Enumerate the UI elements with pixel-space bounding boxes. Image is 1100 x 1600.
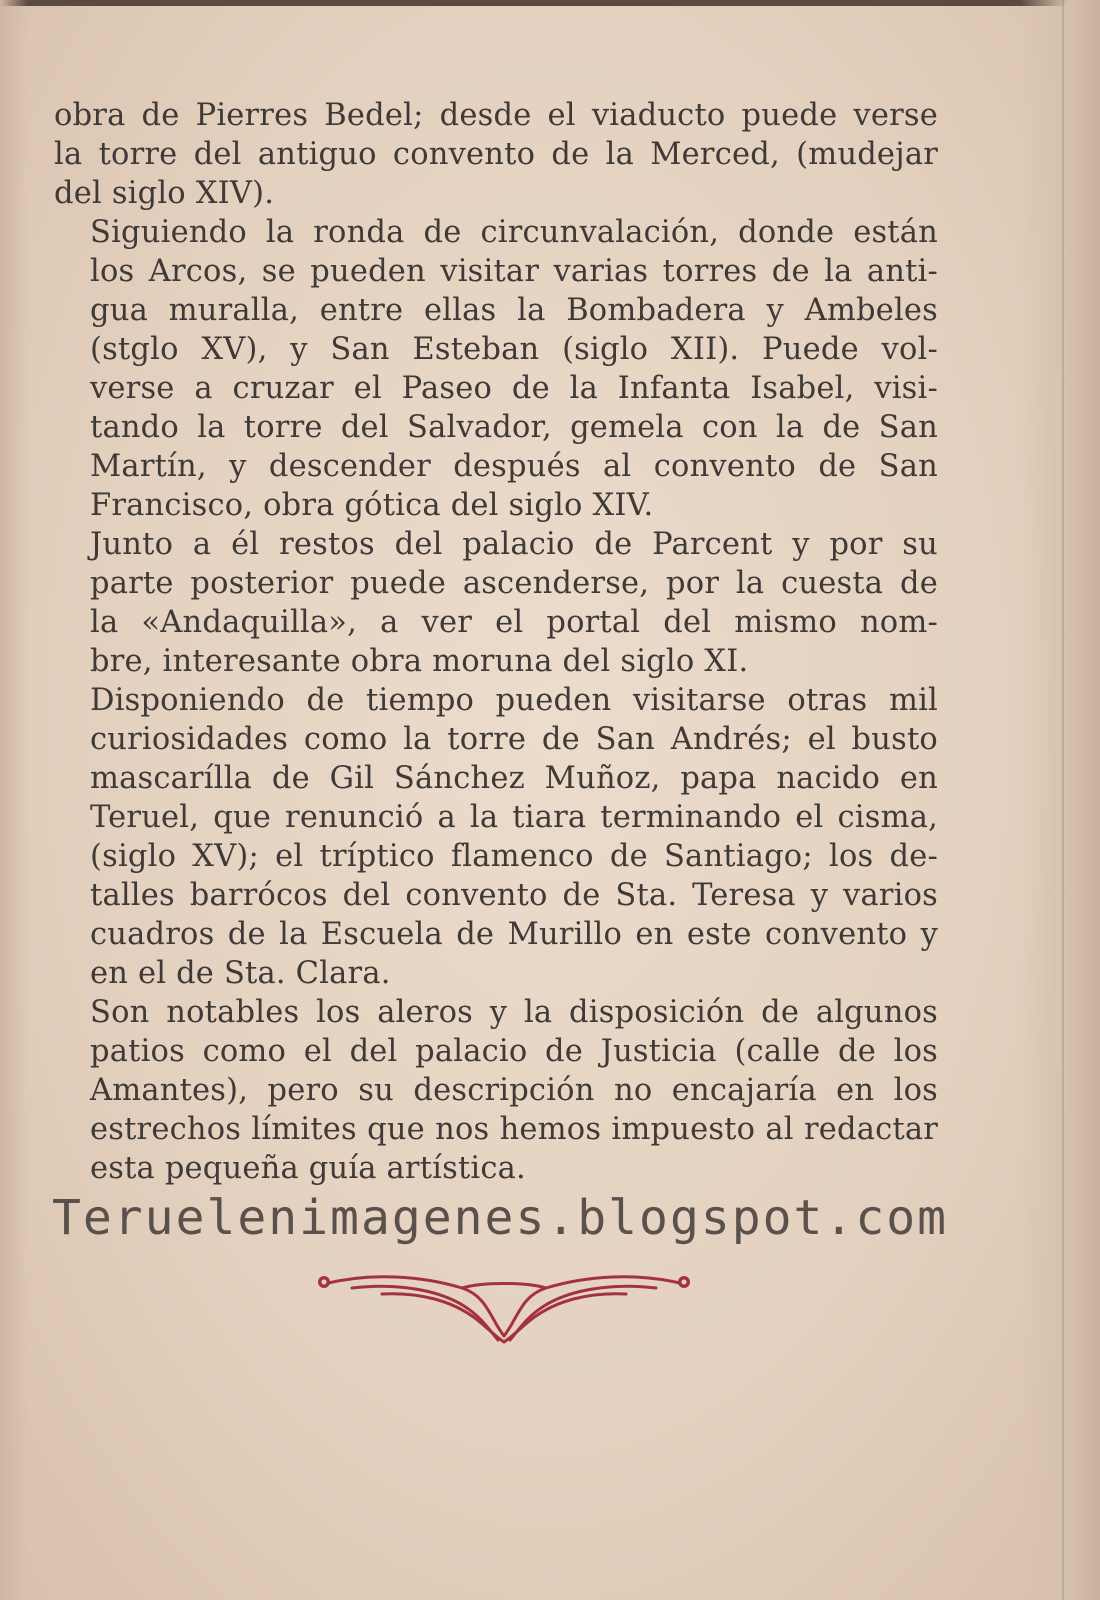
paragraph-5 [54, 993, 938, 1188]
text-line: cuadros de la Escuela de Murillo en este convento y [90, 917, 938, 952]
text-line: Siguiendo la ronda de circunvalación, donde están [90, 215, 938, 250]
text-line: la «Andaquilla», a ver el portal del mismo nom- [90, 605, 938, 640]
text-line: Teruel, que renunció a la tiara terminando el cisma, [90, 800, 938, 835]
text-line: verse a cruzar el Paseo de la Infanta Isabel, visi- [90, 371, 938, 406]
page-top-edge [0, 0, 1100, 6]
text-line: obra de Pierres Bedel; desde el viaducto puede verse [54, 98, 938, 133]
page-left-shadow [0, 0, 28, 1600]
text-line: en el de Sta. Clara. [90, 956, 391, 991]
text-line: los Arcos, se pueden visitar varias torres de la anti- [90, 254, 938, 289]
text-line: Junto a él restos del palacio de Parcent y por su [90, 527, 938, 562]
text-line: parte posterior puede ascenderse, por la cuesta de [90, 566, 938, 601]
text-line: gua muralla, entre ellas la Bombadera y Ambeles [90, 293, 938, 328]
paragraph-2 [54, 213, 938, 525]
text-line: talles barrócos del convento de Sta. Teresa y varios [90, 878, 938, 913]
text-line: (stglo XV), y San Esteban (siglo XII). Puede vol- [90, 332, 938, 367]
text-line: Son notables los aleros y la disposición de algunos [90, 995, 938, 1030]
blog-watermark: Teruelenimagenes.blogspot.com [51, 1190, 949, 1246]
page-right-shadow [1020, 0, 1100, 1600]
text-line: estrechos límites que nos hemos impuesto al redactar [90, 1112, 938, 1147]
text-line: Amantes), pero su descripción no encajaría en los [90, 1073, 938, 1108]
text-line: del siglo XIV). [54, 176, 275, 211]
paragraph-4 [54, 681, 938, 993]
text-line: curiosidades como la torre de San Andrés; el busto [90, 722, 938, 757]
text-line: tando la torre del Salvador, gemela con la de San [90, 410, 938, 445]
paragraph-3 [54, 525, 938, 681]
paragraph-1 [54, 96, 938, 213]
text-line: patios como el del palacio de Justicia (calle de los [90, 1034, 938, 1069]
text-line: (siglo XV); el tríptico flamenco de Santiago; los de- [90, 839, 938, 874]
text-line: Disponiendo de tiempo pueden visitarse otras mil [90, 683, 938, 718]
text-line: mascarílla de Gil Sánchez Muñoz, papa nacido en [90, 761, 938, 796]
scroll-flourish-icon [312, 1262, 696, 1348]
body-text [54, 96, 938, 1188]
text-line: bre, interesante obra moruna del siglo XI. [90, 644, 749, 679]
page-fold [1062, 0, 1064, 1600]
text-line: Martín, y descender después al convento de San [90, 449, 938, 484]
text-line: Francisco, obra gótica del siglo XIV. [90, 488, 654, 523]
text-line: esta pequeña guía artística. [90, 1151, 526, 1186]
text-line: la torre del antiguo convento de la Merced, (mudejar [54, 137, 938, 172]
